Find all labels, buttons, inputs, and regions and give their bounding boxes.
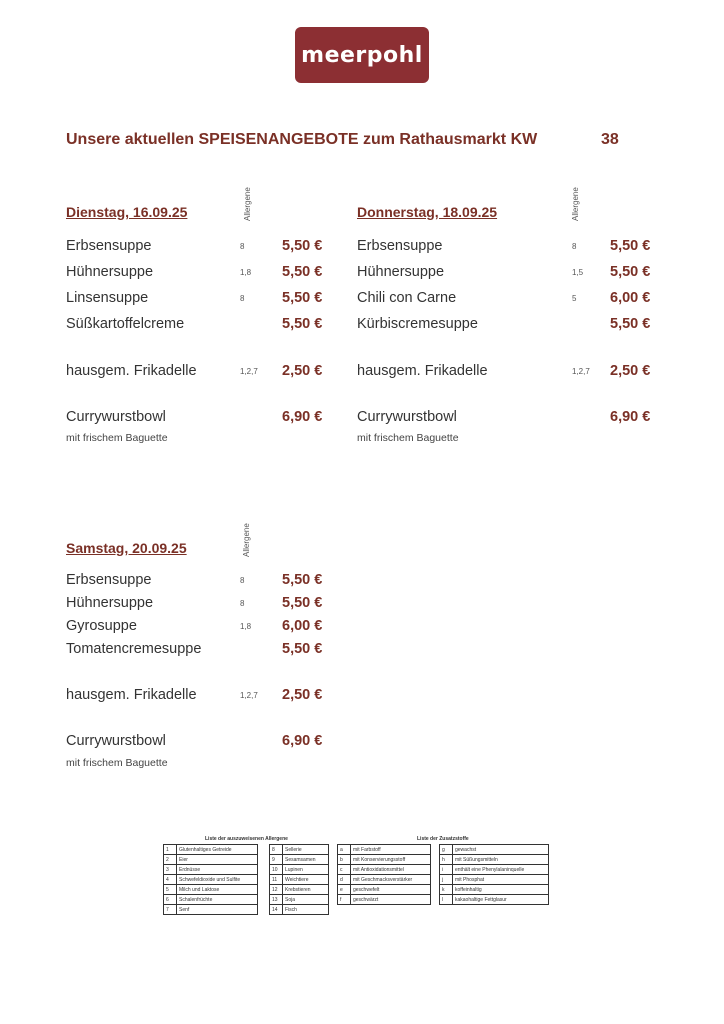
legend-label: kakaohaltige Fettglasur	[453, 895, 549, 905]
dish-allergens: 8	[240, 576, 245, 585]
day-title: Donnerstag, 18.09.25	[357, 204, 498, 220]
legend-code: h	[440, 855, 453, 865]
legend-label: Eier	[177, 855, 258, 865]
legend-code: i	[440, 865, 453, 875]
dish-price: 2,50 €	[282, 687, 323, 703]
dish-price: 6,90 €	[282, 733, 323, 749]
dish-name: Süßkartoffelcreme	[66, 316, 185, 332]
dish-allergens: 8	[240, 599, 245, 608]
legend-code: 10	[270, 865, 283, 875]
legend-row	[164, 885, 258, 895]
legend-label: Glutenhaltiges Getreide	[177, 845, 258, 855]
legend-row	[164, 895, 258, 905]
allergen-column-header: Allergene	[242, 523, 251, 557]
legend-row	[164, 845, 258, 855]
dish-price: 5,50 €	[282, 316, 323, 332]
allergen-column-header: Allergene	[571, 187, 580, 221]
dish-price: 6,00 €	[282, 618, 323, 634]
dish-price: 5,50 €	[282, 572, 323, 588]
legend-code: j	[440, 875, 453, 885]
legend-label: Krebstieren	[283, 885, 329, 895]
legend-code: l	[440, 895, 453, 905]
legend-code: 7	[164, 905, 177, 915]
dish-price: 6,90 €	[282, 409, 323, 425]
dish-note: mit frischem Baguette	[357, 432, 459, 444]
legend-row	[440, 865, 549, 875]
legend-code: 4	[164, 875, 177, 885]
legend-row	[440, 885, 549, 895]
legend-label: geschwefelt	[351, 885, 431, 895]
legend-row	[270, 865, 329, 875]
calendar-week-number: 38	[601, 131, 619, 148]
dish-name: Kürbiscremesuppe	[357, 316, 478, 332]
dish-allergens: 1,2,7	[240, 367, 258, 376]
legend-label: Sesamsamen	[283, 855, 329, 865]
legend-row	[338, 885, 431, 895]
dish-name: Chili con Carne	[357, 290, 457, 306]
legend-row	[270, 895, 329, 905]
legend-row	[338, 875, 431, 885]
legend-label: Soja	[283, 895, 329, 905]
legend-code: 12	[270, 885, 283, 895]
dish-price: 5,50 €	[610, 238, 651, 254]
day-title: Dienstag, 16.09.25	[66, 204, 188, 220]
legend-label: enthält eine Phenylalaninquelle	[453, 865, 549, 875]
dish-name: Currywurstbowl	[357, 409, 457, 425]
legend-row	[270, 885, 329, 895]
legend-row	[164, 875, 258, 885]
dish-allergens: 8	[240, 294, 245, 303]
legend-code: 6	[164, 895, 177, 905]
legend-label: mit Konservierungsstoff	[351, 855, 431, 865]
dish-price: 5,50 €	[282, 264, 323, 280]
menu-heading: Unsere aktuellen SPEISENANGEBOTE zum Rathausmarkt KW	[66, 131, 538, 148]
dish-allergens: 5	[572, 294, 577, 303]
legend-label: geschwärzt	[351, 895, 431, 905]
dish-name: Gyrosuppe	[66, 618, 137, 634]
dish-note: mit frischem Baguette	[66, 432, 168, 444]
legend-code: 2	[164, 855, 177, 865]
legend-label: mit Antioxidationsmittel	[351, 865, 431, 875]
additive-table-2	[439, 844, 549, 905]
dish-allergens: 1,8	[240, 622, 252, 631]
dish-allergens: 8	[240, 242, 245, 251]
legend-row	[440, 895, 549, 905]
legend-code: 9	[270, 855, 283, 865]
dish-name: Erbsensuppe	[357, 238, 443, 254]
legend-code: f	[338, 895, 351, 905]
legend-label: mit Geschmacksverstärker	[351, 875, 431, 885]
dish-name: hausgem. Frikadelle	[357, 363, 488, 379]
legend-code: a	[338, 845, 351, 855]
legend-row	[270, 855, 329, 865]
additive-legend-title: Liste der Zusatzstoffe	[417, 836, 469, 842]
dish-name: hausgem. Frikadelle	[66, 363, 197, 379]
dish-price: 2,50 €	[610, 363, 651, 379]
legend-code: 11	[270, 875, 283, 885]
day-title: Samstag, 20.09.25	[66, 540, 187, 556]
legend-label: Sellerie	[283, 845, 329, 855]
legend-row	[440, 845, 549, 855]
legend-row	[270, 875, 329, 885]
legend-row	[338, 855, 431, 865]
legend-row	[164, 865, 258, 875]
dish-name: Currywurstbowl	[66, 733, 166, 749]
allergen-table-2	[269, 844, 329, 915]
dish-name: Erbsensuppe	[66, 238, 152, 254]
legend-row	[270, 905, 329, 915]
legend-code: 3	[164, 865, 177, 875]
legend-row	[164, 855, 258, 865]
legend-row	[338, 895, 431, 905]
dish-price: 6,00 €	[610, 290, 651, 306]
dish-price: 5,50 €	[282, 641, 323, 657]
legend-row	[270, 845, 329, 855]
dish-price: 5,50 €	[282, 238, 323, 254]
dish-price: 6,90 €	[610, 409, 651, 425]
dish-name: Hühnersuppe	[357, 264, 445, 280]
dish-name: Currywurstbowl	[66, 409, 166, 425]
legend-label: gewachst	[453, 845, 549, 855]
dish-name: Linsensuppe	[66, 290, 149, 306]
legend-row	[164, 905, 258, 915]
legend-label: Milch und Laktose	[177, 885, 258, 895]
legend-code: 5	[164, 885, 177, 895]
legend-row	[440, 855, 549, 865]
brand-logo: meerpohl	[295, 27, 429, 83]
allergen-column-header: Allergene	[243, 187, 252, 221]
dish-price: 5,50 €	[282, 290, 323, 306]
dish-name: Tomatencremesuppe	[66, 641, 202, 657]
legend-code: g	[440, 845, 453, 855]
legend-label: Erdnüsse	[177, 865, 258, 875]
legend-label: mit Phosphat	[453, 875, 549, 885]
dish-name: Hühnersuppe	[66, 264, 154, 280]
legend-row	[440, 875, 549, 885]
dish-note: mit frischem Baguette	[66, 757, 168, 769]
allergen-legend-title: Liste der auszuweisenen Allergene	[205, 836, 288, 842]
legend-label: Schalenfrüchte	[177, 895, 258, 905]
legend-code: 1	[164, 845, 177, 855]
legend-code: c	[338, 865, 351, 875]
additive-table-1	[337, 844, 431, 905]
legend-row	[338, 845, 431, 855]
legend-label: Senf	[177, 905, 258, 915]
legend-code: 8	[270, 845, 283, 855]
legend-code: 13	[270, 895, 283, 905]
allergen-legend	[163, 835, 553, 925]
dish-allergens: 1,8	[240, 268, 252, 277]
dish-name: Hühnersuppe	[66, 595, 154, 611]
dish-allergens: 8	[572, 242, 577, 251]
legend-code: d	[338, 875, 351, 885]
dish-allergens: 1,2,7	[240, 691, 258, 700]
legend-label: Weichtiere	[283, 875, 329, 885]
legend-label: koffeinhaltig	[453, 885, 549, 895]
legend-label: Lupinen	[283, 865, 329, 875]
dish-price: 5,50 €	[282, 595, 323, 611]
legend-label: mit Süßungsmitteln	[453, 855, 549, 865]
dish-name: Erbsensuppe	[66, 572, 152, 588]
dish-price: 5,50 €	[610, 264, 651, 280]
dish-allergens: 1,2,7	[572, 367, 590, 376]
legend-code: e	[338, 885, 351, 895]
dish-price: 5,50 €	[610, 316, 651, 332]
legend-code: 14	[270, 905, 283, 915]
dish-name: hausgem. Frikadelle	[66, 687, 197, 703]
legend-row	[338, 865, 431, 875]
dish-allergens: 1,5	[572, 268, 584, 277]
legend-label: Schwefeldioxide und Sulfite	[177, 875, 258, 885]
legend-code: k	[440, 885, 453, 895]
dish-price: 2,50 €	[282, 363, 323, 379]
legend-code: b	[338, 855, 351, 865]
allergen-table-1	[163, 844, 258, 915]
legend-label: Fisch	[283, 905, 329, 915]
legend-label: mit Farbstoff	[351, 845, 431, 855]
